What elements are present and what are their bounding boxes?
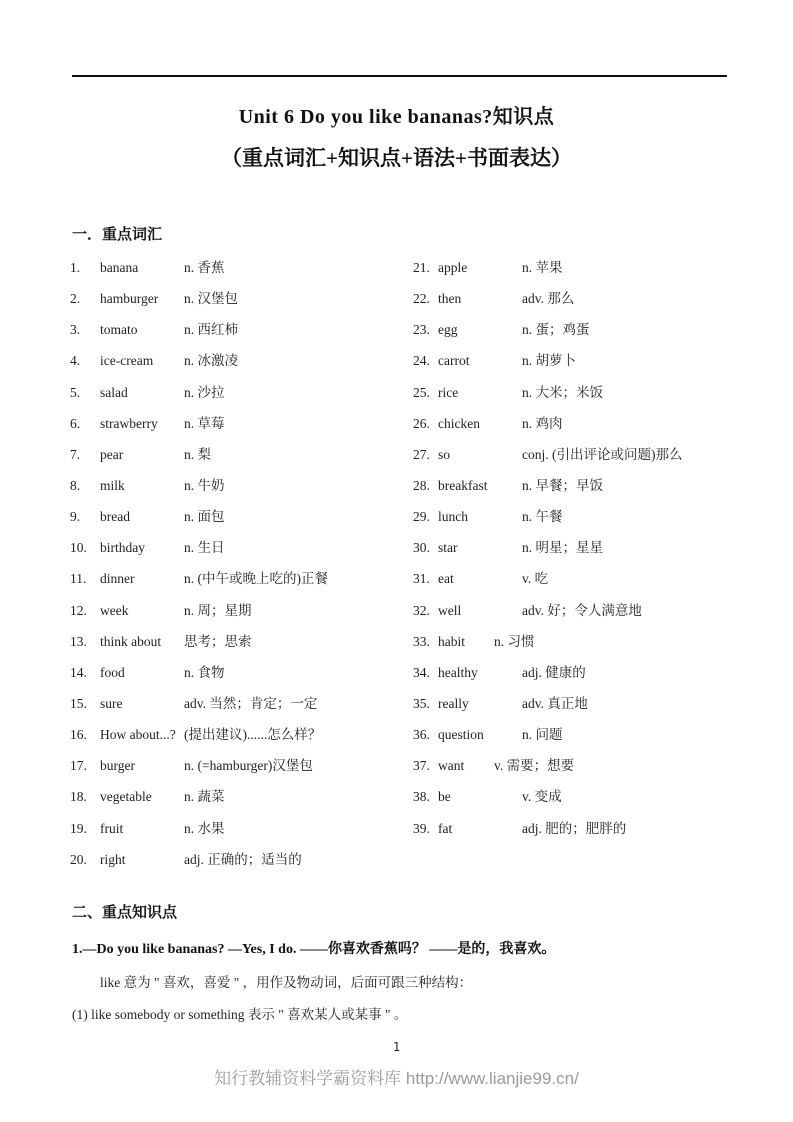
vocab-word: then	[438, 291, 462, 307]
vocab-row	[413, 781, 773, 812]
watermark-text: 知行教辅资料学霸资料库 http://www.lianjie99.cn/	[214, 1069, 579, 1088]
vocab-definition: n. 梨	[184, 446, 211, 462]
vocab-row	[70, 750, 415, 781]
vocab-number: 15.	[70, 695, 87, 711]
page-title: Unit 6 Do you like bananas?知识点	[238, 106, 555, 128]
vocab-row	[413, 252, 773, 283]
vocab-number: 24.	[413, 353, 430, 369]
vocab-row	[70, 781, 415, 812]
section-heading-knowledge: 二、重点知识点	[72, 905, 178, 921]
vocab-word: banana	[100, 260, 139, 275]
vocab-definition: n. 冰激凌	[184, 353, 238, 369]
vocab-word: hamburger	[100, 291, 159, 307]
vocab-definition: v. 变成	[522, 789, 562, 805]
vocab-row	[70, 501, 415, 532]
vocab-word: sure	[100, 695, 123, 711]
vocab-word: food	[100, 664, 125, 680]
vocab-row	[413, 657, 773, 688]
vocab-row	[70, 314, 415, 345]
vocab-row	[70, 252, 415, 283]
vocab-definition: adv. 好；令人满意地	[522, 602, 642, 618]
vocab-word: strawberry	[100, 415, 158, 431]
vocab-definition: v. 需要；想要	[494, 758, 575, 774]
vocab-number: 1.	[70, 260, 81, 275]
vocab-column-right	[413, 252, 773, 844]
vocab-definition: n. 早餐；早饭	[522, 477, 603, 493]
header-rule	[72, 75, 727, 77]
vocab-word: so	[438, 446, 451, 462]
vocab-number: 19.	[70, 820, 87, 836]
vocab-word: think about	[100, 633, 162, 649]
vocab-row	[413, 563, 773, 594]
vocab-number: 11.	[70, 571, 87, 587]
vocab-number: 13.	[70, 633, 87, 649]
vocab-row	[70, 595, 415, 626]
vocab-word: milk	[100, 477, 125, 493]
vocab-number: 38.	[413, 789, 430, 805]
vocab-row	[70, 626, 415, 657]
vocab-row	[413, 283, 773, 314]
vocab-word: ice-cream	[100, 353, 154, 369]
vocab-row	[413, 470, 773, 501]
vocab-number: 23.	[413, 322, 430, 338]
vocab-number: 7.	[70, 446, 81, 462]
vocab-definition: adj. 健康的	[522, 664, 586, 680]
vocab-row	[70, 532, 415, 563]
vocab-definition: n. 苹果	[522, 260, 563, 275]
vocab-row	[70, 688, 415, 719]
vocab-word: dinner	[100, 571, 135, 587]
vocab-row	[70, 283, 415, 314]
page-number: 1	[392, 1040, 401, 1054]
knowledge-point-1-structure-1: (1) like somebody or something 表示 " 喜欢某人或某事 " 。	[72, 1007, 408, 1022]
vocab-definition: 思考；思索	[184, 633, 252, 649]
vocab-word: salad	[100, 384, 128, 400]
vocab-word: really	[438, 695, 469, 711]
vocab-word: lunch	[438, 509, 468, 525]
vocab-definition: conj. (引出评论或问题)那么	[522, 446, 683, 462]
vocab-number: 9.	[70, 509, 81, 525]
vocab-word: tomato	[100, 322, 138, 338]
vocab-number: 20.	[70, 851, 87, 867]
vocab-definition: n. 食物	[184, 664, 225, 680]
vocab-row	[413, 750, 773, 781]
vocab-row	[413, 314, 773, 345]
vocab-number: 32.	[413, 602, 430, 618]
vocab-row	[413, 377, 773, 408]
vocab-number: 22.	[413, 291, 430, 307]
vocab-row	[70, 719, 415, 750]
vocab-number: 31.	[413, 571, 430, 587]
vocab-definition: adj. 肥的；肥胖的	[522, 820, 627, 836]
vocab-row	[70, 439, 415, 470]
vocab-row	[413, 345, 773, 376]
vocab-word: week	[100, 602, 129, 618]
page-subtitle: （重点词汇+知识点+语法+书面表达）	[221, 146, 572, 170]
vocab-definition: n. 草莓	[184, 415, 225, 431]
vocab-number: 33.	[413, 633, 430, 649]
vocab-number: 2.	[70, 291, 81, 307]
vocab-row	[413, 532, 773, 563]
vocab-word: vegetable	[100, 789, 152, 805]
vocab-number: 26.	[413, 415, 430, 431]
vocab-word: be	[438, 789, 451, 805]
vocab-word: star	[438, 540, 458, 556]
knowledge-point-1-explanation: like 意为 " 喜欢，喜爱 " ，用作及物动词，后面可跟三种结构：	[100, 975, 473, 990]
vocab-row	[413, 688, 773, 719]
vocab-definition: n. 周；星期	[184, 602, 252, 618]
vocab-row	[413, 813, 773, 844]
vocab-number: 30.	[413, 540, 430, 556]
vocab-definition: adv. 当然；肯定；一定	[184, 695, 318, 711]
knowledge-point-1: 1.—Do you like bananas? —Yes, I do. ——你喜欢香蕉吗？ ——是的，我喜欢。	[72, 942, 556, 957]
vocab-number: 16.	[70, 727, 87, 743]
vocab-word: How about...?	[100, 727, 176, 743]
vocab-definition: n. 蛋；鸡蛋	[522, 322, 590, 338]
vocab-number: 5.	[70, 384, 81, 400]
vocab-number: 18.	[70, 789, 87, 805]
vocab-row	[413, 719, 773, 750]
vocab-word: bread	[100, 509, 130, 525]
vocab-number: 3.	[70, 322, 81, 338]
section-heading-vocabulary: 一．重点词汇	[72, 227, 163, 243]
vocab-row	[70, 844, 415, 875]
vocab-number: 14.	[70, 664, 87, 680]
vocab-number: 10.	[70, 540, 87, 556]
vocab-definition: adv. 那么	[522, 291, 575, 307]
vocab-definition: n. 沙拉	[184, 384, 225, 400]
vocab-number: 36.	[413, 727, 430, 743]
vocab-definition: n. 蔬菜	[184, 789, 225, 805]
vocab-number: 35.	[413, 695, 430, 711]
vocab-number: 39.	[413, 820, 430, 836]
vocab-definition: adj. 正确的；适当的	[184, 851, 302, 867]
vocab-word: breakfast	[438, 477, 488, 493]
vocab-definition: (提出建议)......怎么样？	[184, 727, 322, 743]
vocab-definition: adv. 真正地	[522, 695, 588, 711]
vocab-word: healthy	[438, 664, 478, 680]
vocab-word: rice	[438, 384, 459, 400]
vocab-word: fruit	[100, 820, 124, 836]
vocab-row	[413, 408, 773, 439]
vocab-word: chicken	[438, 415, 480, 431]
vocab-definition: n. 香蕉	[184, 260, 225, 275]
vocab-number: 29.	[413, 509, 430, 525]
vocab-definition: n. (中午或晚上吃的)正餐	[184, 571, 328, 587]
vocab-word: birthday	[100, 540, 145, 556]
vocab-definition: n. 牛奶	[184, 477, 225, 493]
vocab-word: apple	[438, 260, 468, 275]
vocab-word: habit	[438, 633, 465, 649]
vocab-definition: n. 西红柿	[184, 322, 238, 338]
vocab-word: pear	[100, 446, 124, 462]
vocab-definition: n. 面包	[184, 509, 225, 525]
vocab-row	[413, 501, 773, 532]
vocab-row	[413, 439, 773, 470]
vocab-definition: n. 生日	[184, 540, 225, 556]
vocab-definition: n. 胡萝卜	[522, 353, 576, 369]
vocab-word: right	[100, 851, 126, 867]
vocab-word: well	[438, 602, 462, 618]
vocab-word: eat	[438, 571, 454, 587]
vocab-word: carrot	[438, 353, 470, 369]
vocab-number: 4.	[70, 353, 81, 369]
vocab-number: 8.	[70, 477, 81, 493]
vocab-row	[413, 626, 773, 657]
vocab-word: want	[438, 758, 465, 774]
vocab-definition: n. 午餐	[522, 509, 563, 525]
vocab-row	[70, 470, 415, 501]
vocab-definition: v. 吃	[522, 571, 549, 587]
vocab-definition: n. 大米；米饭	[522, 384, 603, 400]
vocab-word: question	[438, 727, 484, 743]
vocab-definition: n. 习惯	[494, 633, 535, 649]
vocab-number: 25.	[413, 384, 430, 400]
vocab-number: 27.	[413, 446, 430, 462]
vocab-number: 28.	[413, 477, 430, 493]
vocab-row	[70, 408, 415, 439]
vocab-number: 17.	[70, 758, 87, 774]
vocab-definition: n. 问题	[522, 727, 563, 743]
vocab-column-left	[70, 252, 415, 875]
vocab-number: 6.	[70, 415, 81, 431]
vocab-row	[70, 813, 415, 844]
vocab-row	[413, 595, 773, 626]
vocab-number: 37.	[413, 758, 430, 774]
vocab-number: 12.	[70, 602, 87, 618]
vocab-definition: n. (=hamburger)汉堡包	[184, 758, 313, 774]
vocab-row	[70, 563, 415, 594]
vocab-row	[70, 345, 415, 376]
vocab-number: 21.	[413, 260, 430, 275]
vocab-row	[70, 377, 415, 408]
vocab-word: egg	[438, 322, 458, 338]
vocab-definition: n. 汉堡包	[184, 291, 238, 307]
vocab-row	[70, 657, 415, 688]
vocab-definition: n. 明星；星星	[522, 540, 603, 556]
vocab-number: 34.	[413, 664, 430, 680]
vocab-definition: n. 水果	[184, 820, 225, 836]
vocab-definition: n. 鸡肉	[522, 415, 563, 431]
vocab-word: burger	[100, 758, 135, 774]
vocab-word: fat	[438, 820, 453, 836]
